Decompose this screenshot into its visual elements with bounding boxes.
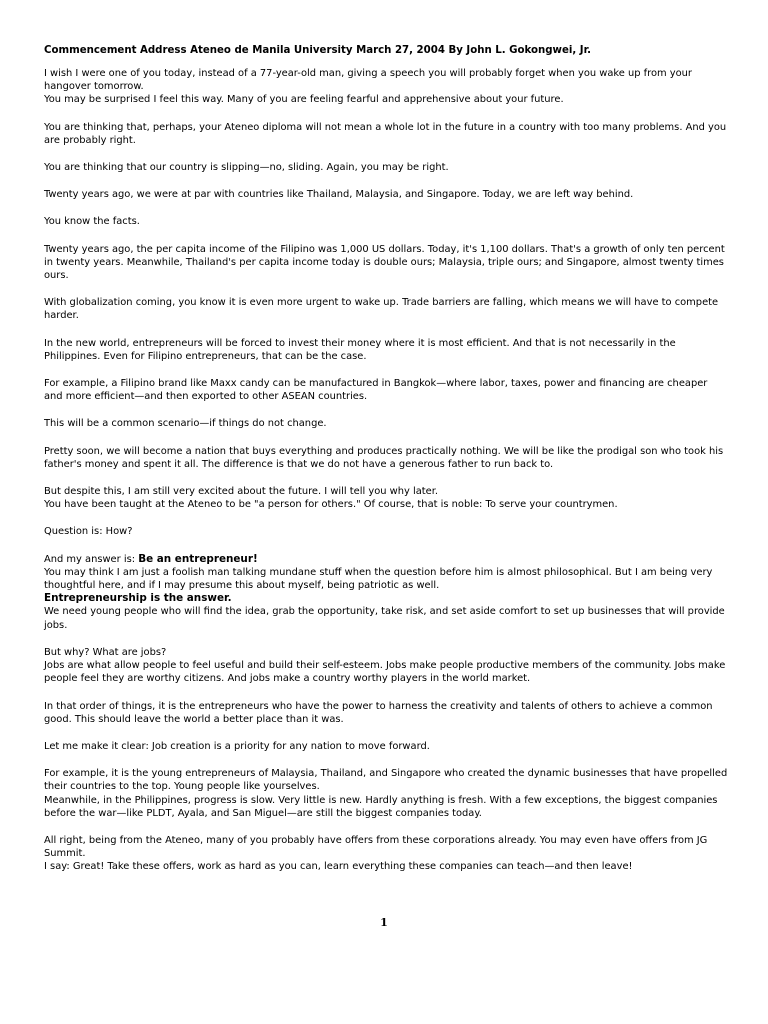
paragraph <box>44 485 728 511</box>
paragraph-line: For example, it is the young entrepreneurs of Malaysia, Thailand, and Singapore who created the dynamic businesses that have propelled their countries to the top. Young people like yourselves. <box>44 768 728 793</box>
paragraph <box>44 767 728 820</box>
paragraph <box>44 377 728 403</box>
paragraph <box>44 700 728 726</box>
document-title: Commencement Address Ateneo de Manila University March 27, 2004 By John L. Gokongwei, Jr. <box>44 45 592 56</box>
paragraph <box>44 834 728 874</box>
paragraph-line: But why? What are jobs? <box>44 646 167 658</box>
answer-bold-2: Entrepreneurship is the answer. <box>44 592 232 605</box>
paragraph <box>44 243 728 283</box>
answer-bold: Be an entrepreneur! <box>138 552 258 565</box>
paragraph-line: I say: Great! Take these offers, work as hard as you can, learn everything these companies can teach—and then leave! <box>44 861 633 873</box>
paragraph <box>44 296 728 322</box>
answer-prefix: And my answer is: <box>44 553 139 565</box>
answer-paragraph <box>44 553 728 632</box>
body-section-2 <box>44 646 728 874</box>
paragraph-line: Twenty years ago, we were at par with countries like Thailand, Malaysia, and Singapore. Today, we are left way behind. <box>44 189 634 201</box>
paragraph-line: Pretty soon, we will become a nation that buys everything and produces practically nothing. We will be like the prodigal son who took his father's money and spent it all. The difference is that we do not have a generous father to run back to. <box>44 445 724 470</box>
paragraph-line: All right, being from the Ateneo, many of you probably have offers from these corporations already. You may even have offers from JG Summit. <box>44 834 708 860</box>
paragraph <box>44 525 728 538</box>
paragraph <box>44 417 728 430</box>
paragraph <box>44 740 728 753</box>
paragraph-line: For example, a Filipino brand like Maxx candy can be manufactured in Bangkok—where labor, taxes, power and financing are cheaper and more efficient—and then exported to other ASEAN countries. <box>44 378 708 403</box>
paragraph-line: You are thinking that, perhaps, your Ateneo diploma will not mean a whole lot in the future in a country with too many problems. And you are probably right. <box>44 121 727 146</box>
paragraph <box>44 215 728 228</box>
paragraph-line: With globalization coming, you know it is even more urgent to wake up. Trade barriers are falling, which means we will have to compete harder. <box>44 297 719 322</box>
page-number: 1 <box>380 916 388 929</box>
paragraph-line: You are thinking that our country is slipping—no, sliding. Again, you may be right. <box>44 162 449 174</box>
paragraph-line: This will be a common scenario—if things do not change. <box>44 418 327 430</box>
paragraph-line: You may be surprised I feel this way. Many of you are feeling fearful and apprehensive about your future. <box>44 94 564 106</box>
paragraph <box>44 646 728 686</box>
paragraph-line: But despite this, I am still very excited about the future. I will tell you why later. <box>44 486 438 498</box>
paragraph-line: Jobs are what allow people to feel useful and build their self-esteem. Jobs make people productive members of the community. Jobs make people feel they are worthy citizens. And jobs make a country worthy players in the world market. <box>44 660 726 685</box>
paragraph <box>44 161 728 174</box>
paragraph-line: You have been taught at the Ateneo to be "a person for others." Of course, that is noble: To serve your countrymen. <box>44 499 618 511</box>
paragraph-line: Twenty years ago, the per capita income of the Filipino was 1,000 US dollars. Today, it's 1,100 dollars. That's a growth of only ten percent in twenty years. Meanwhile, Thailand's per capita income today is double ours; Malaysia, triple ours; and Singapore, almost twenty times ours. <box>44 243 725 282</box>
body-section-1 <box>44 67 728 539</box>
paragraph-line: Let me make it clear: Job creation is a priority for any nation to move forward. <box>44 740 430 752</box>
paragraph-line: Meanwhile, in the Philippines, progress is slow. Very little is new. Hardly anything is fresh. With a few exceptions, the biggest companies before the war—like PLDT, Ayala, and San Miguel—are still the biggest companies today. <box>44 794 718 819</box>
answer-line <box>44 553 728 566</box>
paragraph-line: Question is: How? <box>44 526 133 538</box>
paragraph <box>44 445 728 471</box>
paragraph-line: You know the facts. <box>44 216 140 228</box>
paragraph-line: In that order of things, it is the entrepreneurs who have the power to harness the creativity and talents of others to achieve a common good. This should leave the world a better place than it was. <box>44 700 713 725</box>
paragraph-line: In the new world, entrepreneurs will be forced to invest their money where it is most efficient. And that is not necessarily in the Philippines. Even for Filipino entrepreneurs, that can be the case. <box>44 337 676 362</box>
answer-line-3: We need young people who will find the idea, grab the opportunity, take risk, and set aside comfort to set up businesses that will provide jobs. <box>44 606 725 631</box>
paragraph <box>44 67 728 107</box>
answer-line-2: You may think I am just a foolish man talking mundane stuff when the question before him is almost philosophical. But I am being very thoughtful here, and if I may presume this about myself, being patriotic as well. <box>44 566 713 592</box>
paragraph-line: I wish I were one of you today, instead of a 77-year-old man, giving a speech you will probably forget when you wake up from your hangover tomorrow. <box>44 68 692 93</box>
paragraph <box>44 121 728 147</box>
paragraph <box>44 337 728 363</box>
paragraph <box>44 188 728 201</box>
